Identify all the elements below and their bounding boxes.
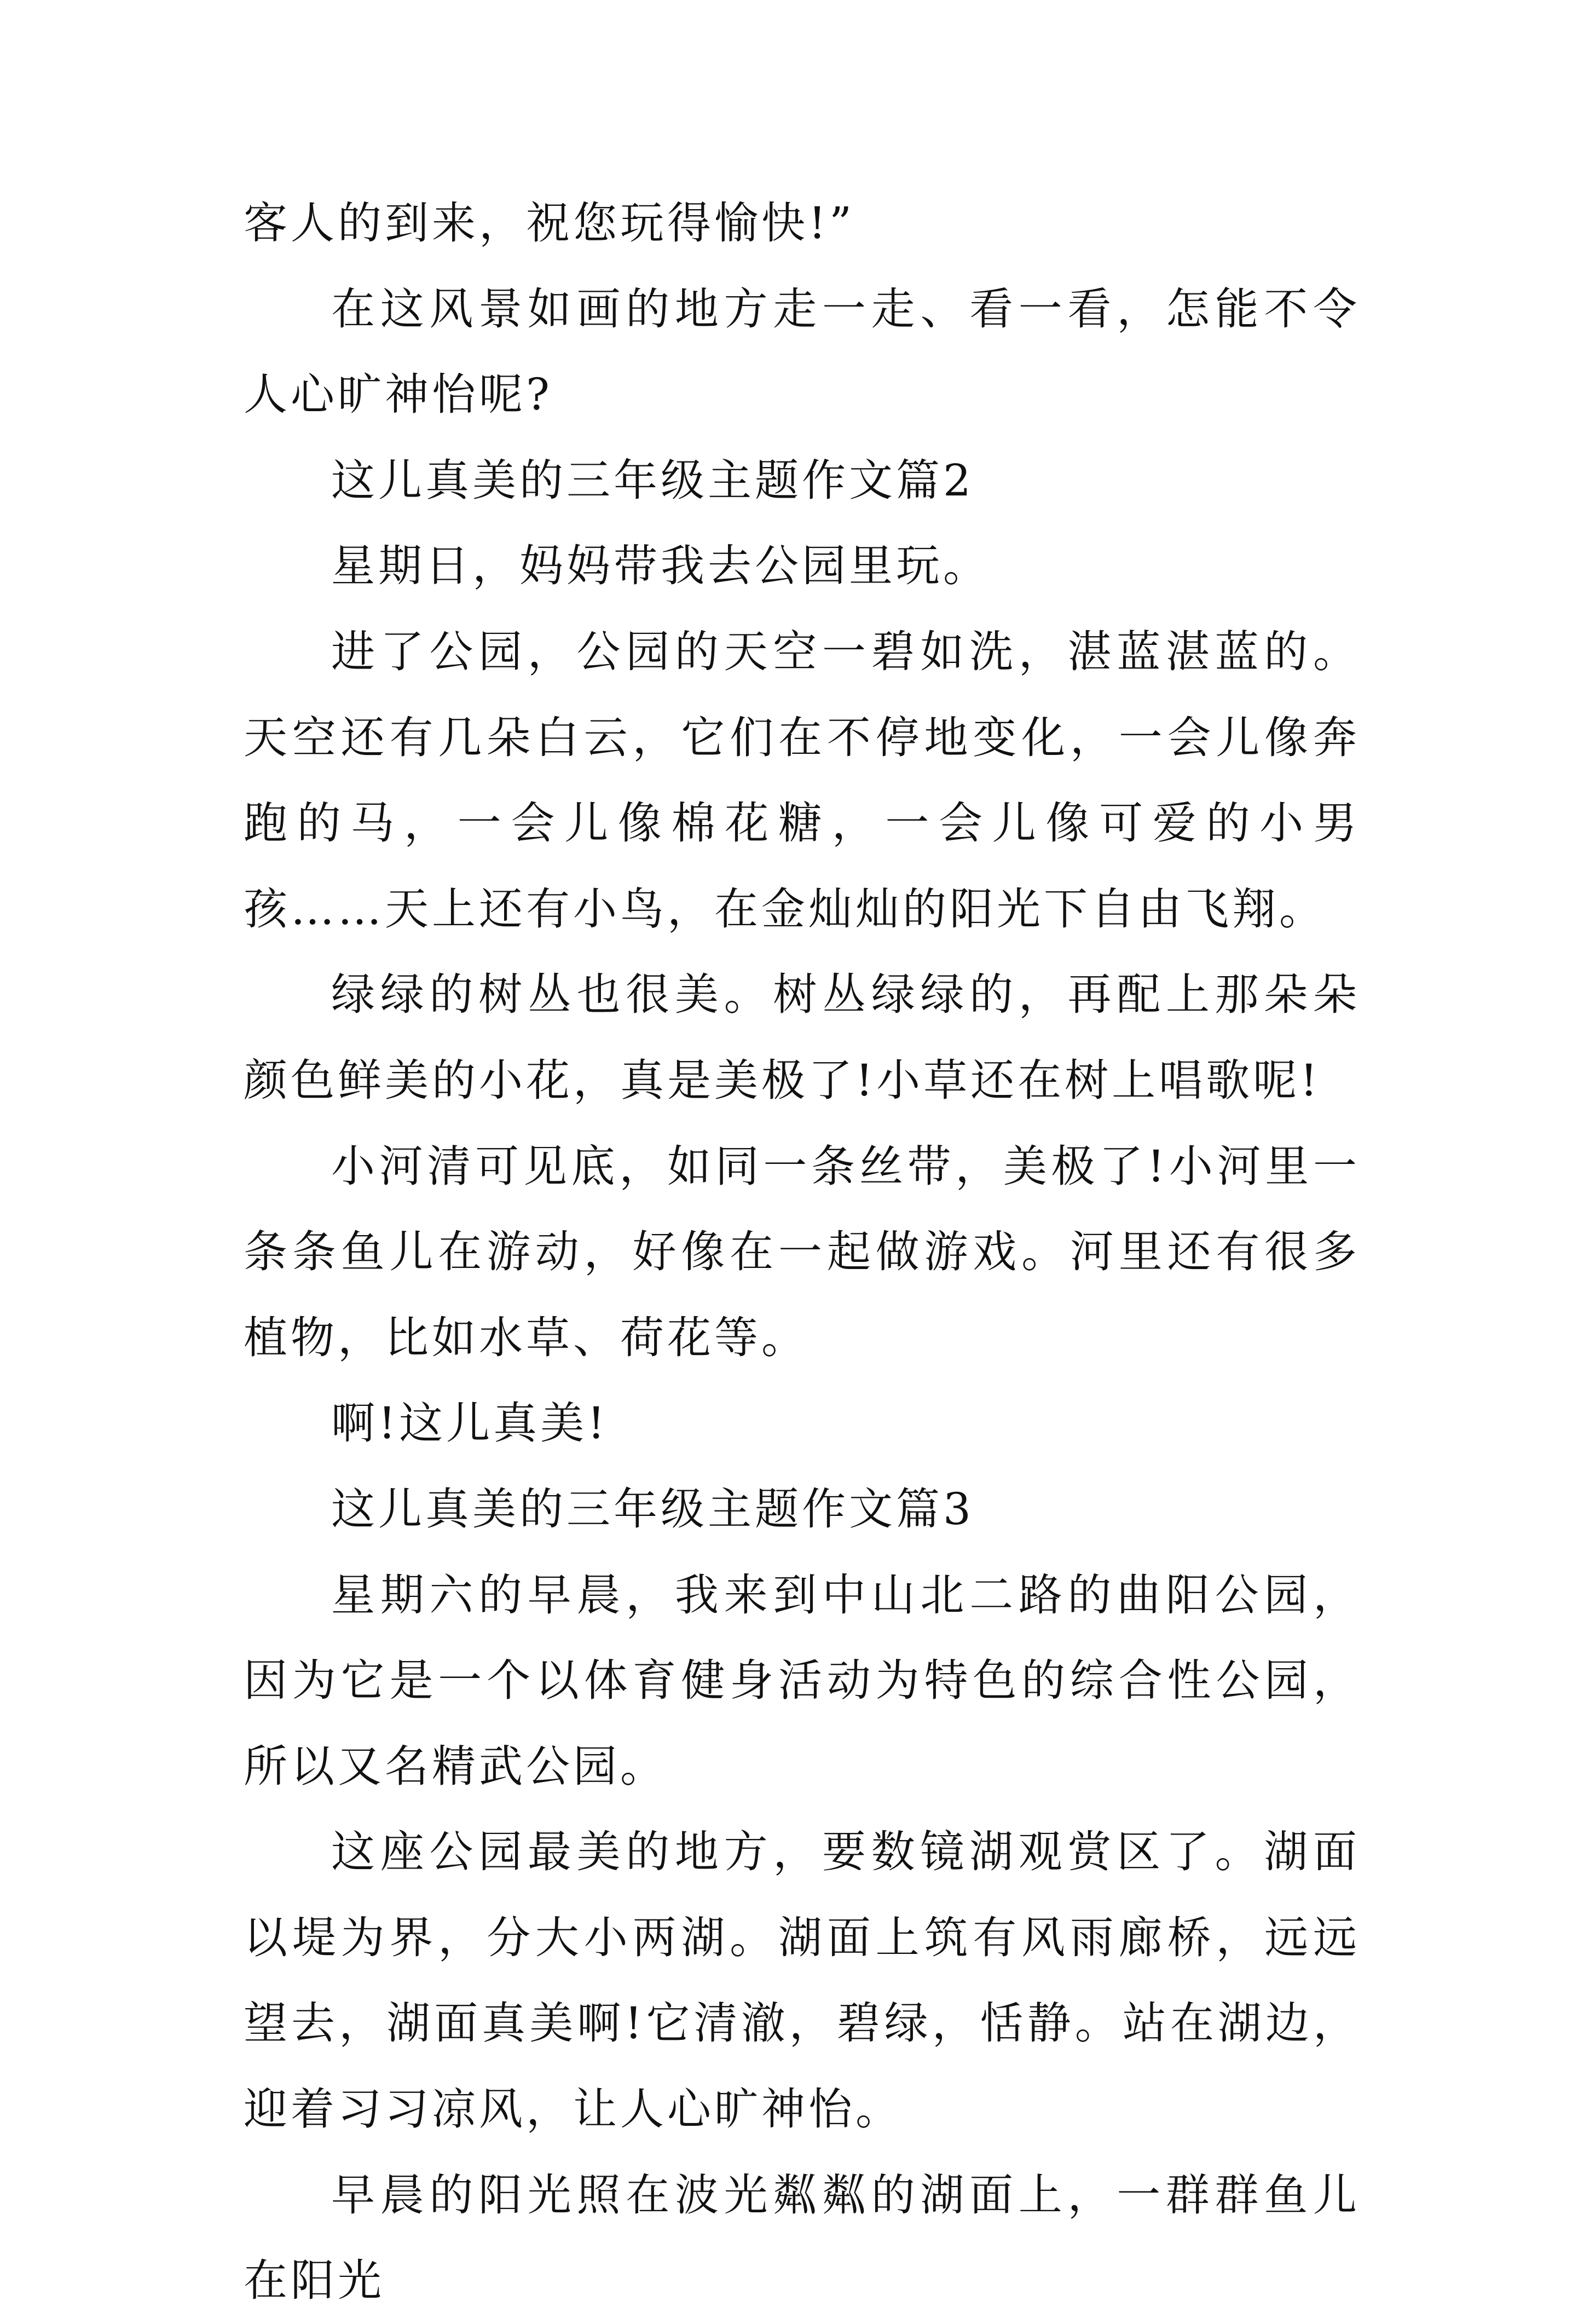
paragraph-sunday: 星期日，妈妈带我去公园里玩。 <box>331 540 990 592</box>
article-body <box>244 181 1360 2324</box>
paragraph-river: 小河清可见底，如同一条丝带，美极了!小河里一条条鱼儿在游动，好像在一起做游戏。河里还有很多植物，比如水草、荷花等。 <box>244 1140 1360 1363</box>
essay-2-heading: 这儿真美的三年级主题作文篇2 <box>331 454 974 506</box>
paragraph-morning-sun: 早晨的阳光照在波光粼粼的湖面上，一群群鱼儿在阳光 <box>244 2169 1360 2306</box>
paragraph-scenery-closing: 在这风景如画的地方走一走、看一看，怎能不令人心旷神怡呢? <box>244 283 1360 420</box>
paragraph-continued-quote: 客人的到来，祝您玩得愉快!” <box>244 198 855 249</box>
paragraph-sky: 进了公园，公园的天空一碧如洗，湛蓝湛蓝的。天空还有几朵白云，它们在不停地变化，一会儿像奔跑的马，一会儿像棉花糖，一会儿像可爱的小男孩……天上还有小鸟，在金灿灿的阳光下自由飞翔。 <box>244 626 1360 935</box>
paragraph-exclamation: 啊!这儿真美! <box>331 1398 609 1449</box>
paragraph-saturday-park: 星期六的早晨，我来到中山北二路的曲阳公园，因为它是一个以体育健身活动为特色的综合性公园，所以又名精武公园。 <box>244 1569 1360 1792</box>
paragraph-trees: 绿绿的树丛也很美。树丛绿绿的，再配上那朵朵颜色鲜美的小花，真是美极了!小草还在树上唱歌呢! <box>244 969 1360 1106</box>
paragraph-lake: 这座公园最美的地方，要数镜湖观赏区了。湖面以堤为界，分大小两湖。湖面上筑有风雨廊桥，远远望去，湖面真美啊!它清澈，碧绿，恬静。站在湖边，迎着习习凉风，让人心旷神怡。 <box>244 1826 1360 2135</box>
essay-3-heading: 这儿真美的三年级主题作文篇3 <box>331 1483 974 1535</box>
